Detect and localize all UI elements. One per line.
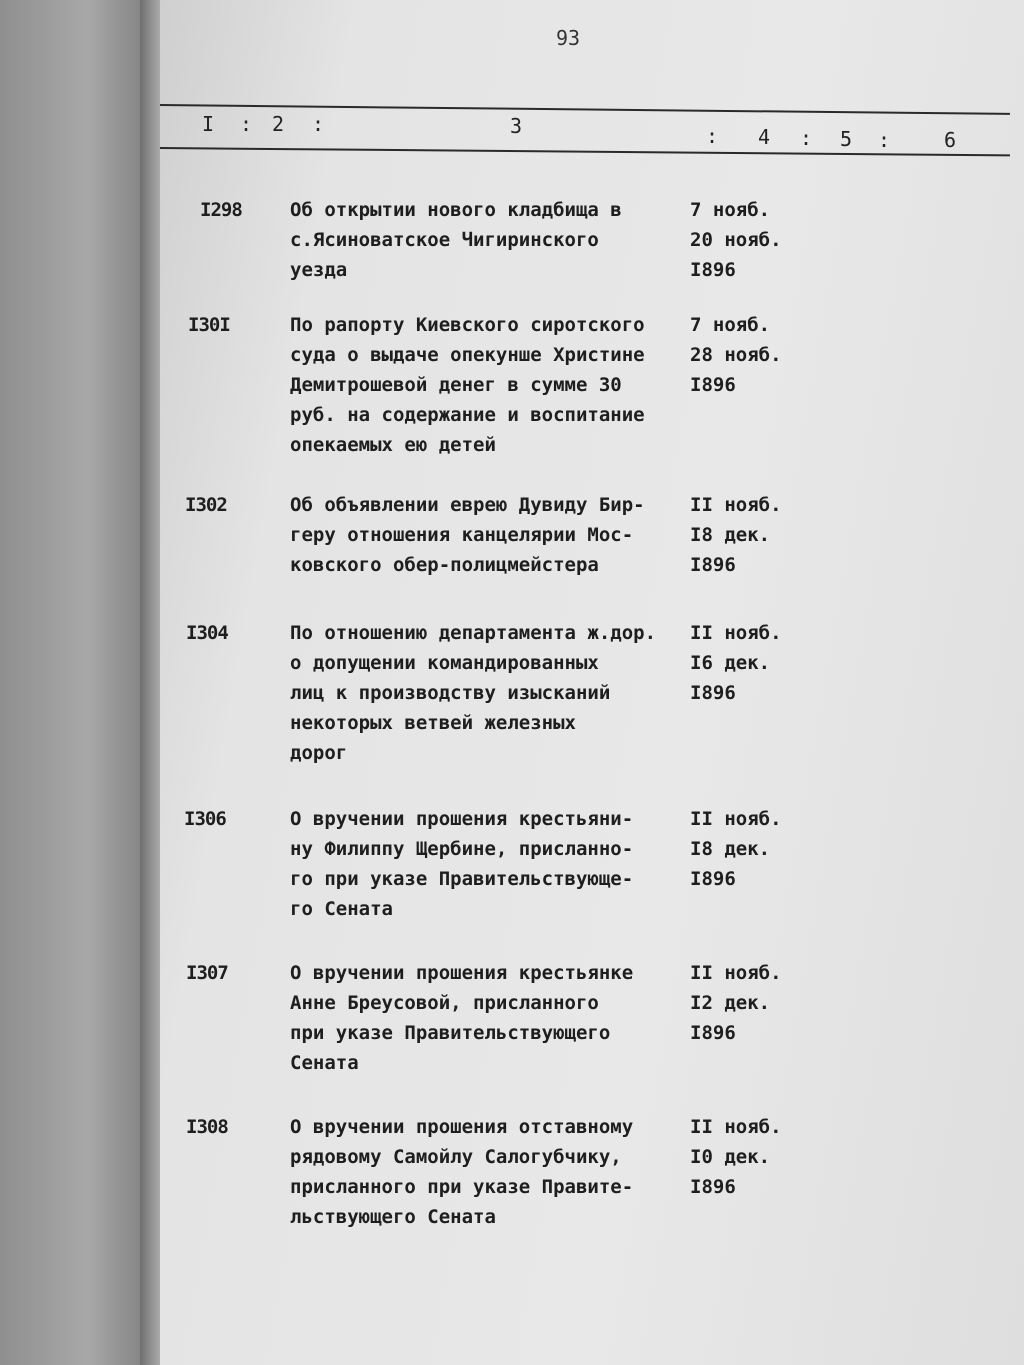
- date-line: 20 нояб.: [690, 229, 782, 251]
- column-header-3: 3: [510, 114, 523, 138]
- description-line: го при указе Правительствующе-: [290, 868, 634, 890]
- entry-number: I307: [186, 962, 228, 984]
- description-line: лиц к производству изысканий: [290, 682, 611, 704]
- description-line: О вручении прошения крестьяни-: [290, 808, 634, 830]
- register-entry: [160, 195, 860, 295]
- column-header-6: 6: [944, 128, 957, 152]
- entry-description: [290, 490, 690, 580]
- description-line: о допущении командированных: [290, 652, 599, 674]
- column-separator: :: [706, 124, 719, 148]
- date-line: II нояб.: [690, 622, 782, 644]
- document-page: [160, 0, 1024, 1365]
- register-entry: [160, 490, 860, 590]
- description-line: По отношению департамента ж.дор.: [290, 622, 657, 644]
- description-line: геру отношения канцелярии Мос-: [290, 524, 634, 546]
- column-separator: :: [240, 112, 253, 136]
- column-separator: :: [312, 112, 325, 136]
- description-line: опекаемых ею детей: [290, 434, 496, 456]
- register-entry: [160, 310, 860, 470]
- date-line: I2 дек.: [690, 992, 771, 1014]
- column-header-4: 4: [758, 125, 771, 149]
- date-line: I896: [690, 868, 736, 890]
- previous-page-edge: [0, 0, 160, 1365]
- entry-description: [290, 958, 690, 1078]
- description-line: ну Филиппу Щербине, присланно-: [290, 838, 634, 860]
- page-number: 93: [556, 26, 581, 50]
- entry-dates: [690, 618, 800, 708]
- description-line: го Сената: [290, 898, 393, 920]
- date-line: I0 дек.: [690, 1146, 771, 1168]
- entry-dates: [690, 490, 800, 580]
- date-line: I8 дек.: [690, 524, 771, 546]
- description-line: льствующего Сената: [290, 1206, 496, 1228]
- description-line: Об открытии нового кладбища в: [290, 199, 622, 221]
- date-line: 7 нояб.: [690, 314, 771, 336]
- date-line: I896: [690, 554, 736, 576]
- date-line: 7 нояб.: [690, 199, 771, 221]
- column-separator: :: [878, 128, 891, 152]
- column-header-1: I: [202, 112, 215, 136]
- column-separator: :: [800, 126, 813, 150]
- entry-number: I298: [200, 199, 242, 221]
- column-header-2: 2: [272, 112, 285, 136]
- description-line: с.Ясиноватское Чигиринского: [290, 229, 599, 251]
- date-line: I8 дек.: [690, 838, 771, 860]
- description-line: присланного при указе Правите-: [290, 1176, 634, 1198]
- register-entry: [160, 1112, 860, 1242]
- description-line: О вручении прошения отставному: [290, 1116, 634, 1138]
- entry-number: I308: [186, 1116, 228, 1138]
- date-line: 28 нояб.: [690, 344, 782, 366]
- date-line: II нояб.: [690, 1116, 782, 1138]
- entry-dates: [690, 1112, 800, 1202]
- description-line: Сената: [290, 1052, 359, 1074]
- description-line: Анне Бреусовой, присланного: [290, 992, 599, 1014]
- description-line: По рапорту Киевского сиротского: [290, 314, 645, 336]
- date-line: I896: [690, 682, 736, 704]
- description-line: Демитрошевой денег в сумме 30: [290, 374, 622, 396]
- entry-number: I304: [186, 622, 228, 644]
- register-entry: [160, 618, 860, 778]
- entry-number: I302: [185, 494, 227, 516]
- description-line: О вручении прошения крестьянке: [290, 962, 634, 984]
- entry-description: [290, 195, 690, 285]
- entry-description: [290, 310, 690, 460]
- date-line: I896: [690, 1176, 736, 1198]
- date-line: I896: [690, 1022, 736, 1044]
- entry-description: [290, 1112, 690, 1232]
- entry-description: [290, 804, 690, 924]
- date-line: II нояб.: [690, 494, 782, 516]
- entry-number: I30I: [188, 314, 230, 336]
- description-line: Об объявлении еврею Дувиду Бир-: [290, 494, 645, 516]
- register-entry: [160, 804, 860, 934]
- description-line: уезда: [290, 259, 348, 281]
- date-line: I896: [690, 374, 736, 396]
- date-line: II нояб.: [690, 962, 782, 984]
- description-line: рядовому Самойлу Салогубчику,: [290, 1146, 622, 1168]
- column-header-5: 5: [840, 127, 853, 151]
- description-line: суда о выдаче опекунше Христине: [290, 344, 645, 366]
- description-line: дорог: [290, 742, 348, 764]
- date-line: II нояб.: [690, 808, 782, 830]
- register-entry: [160, 958, 860, 1088]
- description-line: ковского обер-полицмейстера: [290, 554, 599, 576]
- entry-dates: [690, 804, 800, 894]
- date-line: I6 дек.: [690, 652, 771, 674]
- header-rule-top: [160, 104, 1010, 115]
- entry-number: I306: [184, 808, 226, 830]
- description-line: руб. на содержание и воспитание: [290, 404, 645, 426]
- entry-dates: [690, 310, 800, 400]
- entry-dates: [690, 958, 800, 1048]
- description-line: некоторых ветвей железных: [290, 712, 576, 734]
- description-line: при указе Правительствующего: [290, 1022, 611, 1044]
- entry-description: [290, 618, 690, 768]
- date-line: I896: [690, 259, 736, 281]
- entry-dates: [690, 195, 800, 285]
